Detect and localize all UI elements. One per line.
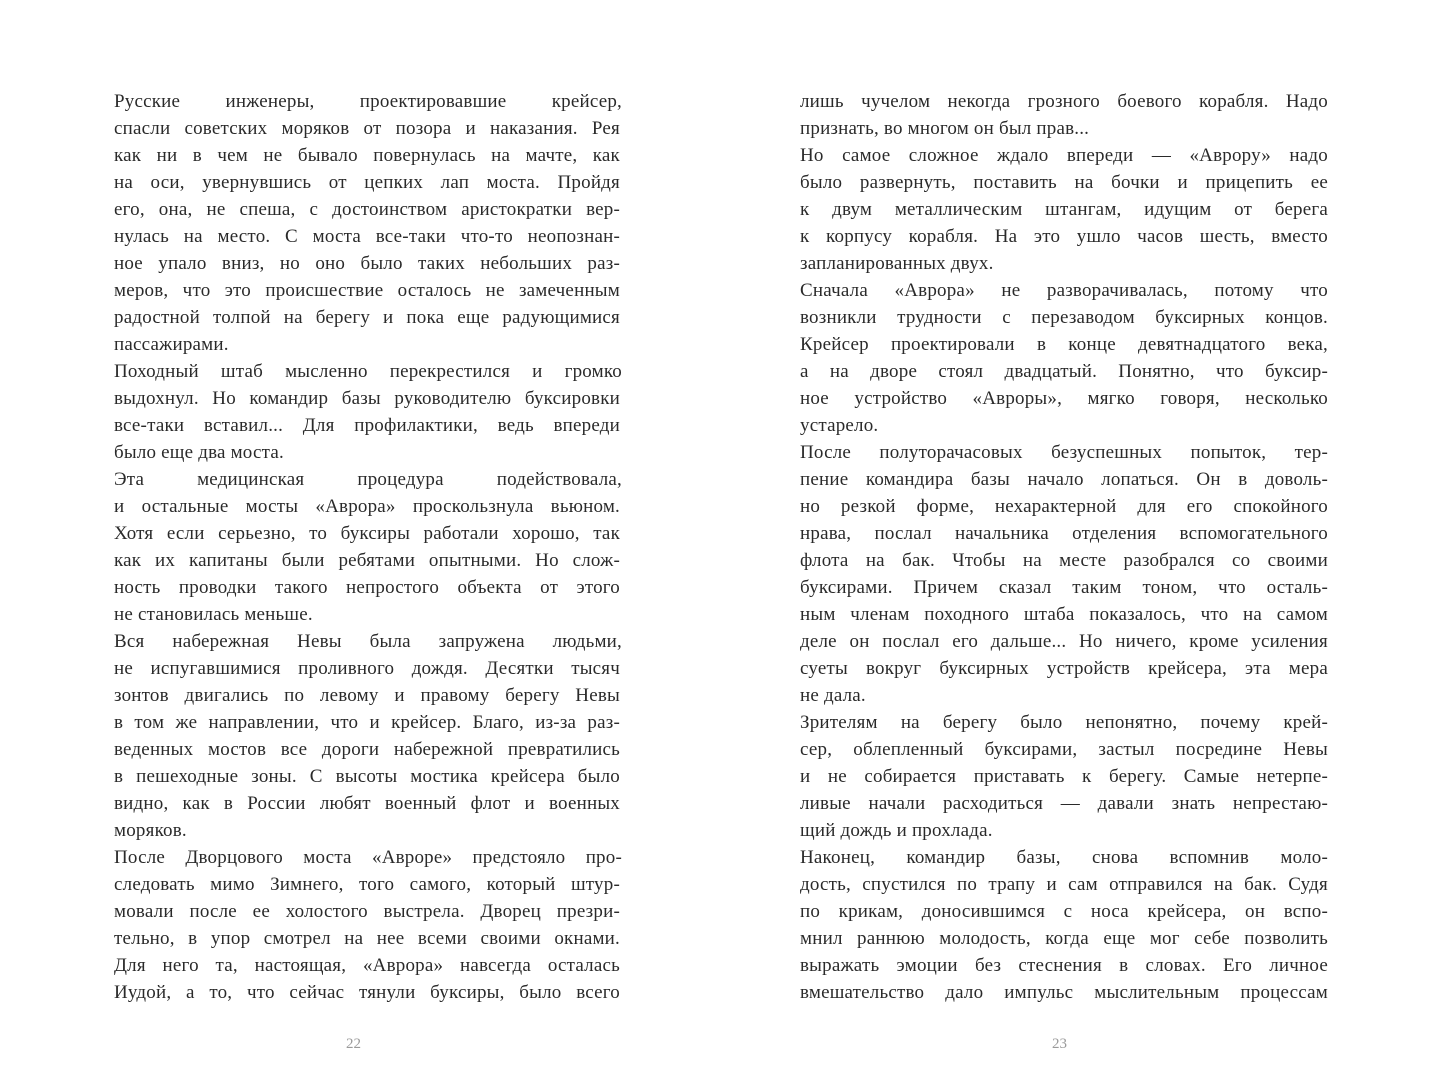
text-line: пение командира базы начало лопаться. Он в доволь- <box>800 469 1328 490</box>
text-line: После Дворцового моста «Авроре» предстояло про- <box>114 847 622 868</box>
text-line: к корпусу корабля. На это ушло часов шесть, вместо <box>800 226 1328 247</box>
text-line: возникли трудности с перезаводом буксирных концов. <box>800 307 1328 328</box>
text-line: Хотя если серьезно, то буксиры работали хорошо, так <box>114 523 620 544</box>
text-line: Русские инженеры, проектировавшие крейсер, <box>114 91 622 112</box>
text-line: ным членам походного штаба показалось, что на самом <box>800 604 1328 625</box>
text-line: дость, спустился по трапу и сам отправился на бак. Судя <box>800 874 1328 895</box>
text-line: устарело. <box>800 415 879 436</box>
text-line: нрава, послал начальника отделения вспомогательного <box>800 523 1328 544</box>
text-line: Эта медицинская процедура подействовала, <box>114 469 622 490</box>
text-line: моряков. <box>114 820 187 841</box>
text-line: сер, облепленный буксирами, застыл посредине Невы <box>800 739 1328 760</box>
text-line: было развернуть, поставить на бочки и прицепить ее <box>800 172 1328 193</box>
left-page <box>114 88 624 1006</box>
text-line: Зрителям на берегу было непонятно, почему крей- <box>800 712 1328 733</box>
text-line: лишь чучелом некогда грозного боевого корабля. Надо <box>800 91 1328 112</box>
text-line: Вся набережная Невы была запружена людьми, <box>114 631 622 652</box>
text-line: ное упало вниз, но оно было таких небольших раз- <box>114 253 620 274</box>
text-line: было еще два моста. <box>114 442 284 463</box>
text-line: щий дождь и прохлада. <box>800 820 993 841</box>
text-line: но резкой форме, нехарактерной для его спокойного <box>800 496 1328 517</box>
text-line: тельно, в упор смотрел на нее всеми своими окнами. <box>114 928 620 949</box>
text-line: буксирами. Причем сказал таким тоном, что осталь- <box>800 577 1328 598</box>
text-line: пассажирами. <box>114 334 229 355</box>
text-line: Наконец, командир базы, снова вспомнив моло- <box>800 847 1328 868</box>
page-number-right: 23 <box>1052 1036 1067 1052</box>
text-line: запланированных двух. <box>800 253 994 274</box>
text-line: ность проводки такого непростого объекта от этого <box>114 577 620 598</box>
text-line: выдохнул. Но командир базы руководителю буксировки <box>114 388 620 409</box>
text-line: ливые начали расходиться — давали знать непрестаю- <box>800 793 1328 814</box>
text-line: а на дворе стоял двадцатый. Понятно, что буксир- <box>800 361 1328 382</box>
text-line: не становилась меньше. <box>114 604 313 625</box>
text-line: После полуторачасовых безуспешных попыток, тер- <box>800 442 1328 463</box>
text-line: Но самое сложное ждало впереди — «Аврору» надо <box>800 145 1328 166</box>
text-line: все-таки вставил... Для профилактики, ведь впереди <box>114 415 620 436</box>
text-line: следовать мимо Зимнего, того самого, который штур- <box>114 874 620 895</box>
text-line: по крикам, доносившимся с носа крейсера, он вспо- <box>800 901 1328 922</box>
text-line: вмешательство дало импульс мыслительным процессам <box>800 982 1328 1003</box>
text-line: зонтов двигались по левому и правому берегу Невы <box>114 685 620 706</box>
text-line: Походный штаб мысленно перекрестился и громко <box>114 361 622 382</box>
text-line: как ни в чем не бывало повернулась на мачте, как <box>114 145 620 166</box>
text-line: мнил раннюю молодость, когда еще мог себе позволить <box>800 928 1328 949</box>
text-line: как их капитаны были ребятами опытными. Но слож- <box>114 550 620 571</box>
text-line: к двум металлическим штангам, идущим от берега <box>800 199 1328 220</box>
page-number-left: 22 <box>346 1036 361 1052</box>
right-page <box>800 88 1330 1006</box>
text-line: нулась на место. С моста все-таки что-то неопознан- <box>114 226 620 247</box>
text-line: и не собирается приставать к берегу. Самые нетерпе- <box>800 766 1328 787</box>
text-line: радостной толпой на берегу и пока еще радующимися <box>114 307 620 328</box>
text-line: Иудой, а то, что сейчас тянули буксиры, было всего <box>114 982 620 1003</box>
text-line: мовали после ее холостого выстрела. Дворец презри- <box>114 901 620 922</box>
text-line: спасли советских моряков от позора и наказания. Рея <box>114 118 620 139</box>
text-line: Для него та, настоящая, «Аврора» навсегда осталась <box>114 955 620 976</box>
text-line: Крейсер проектировали в конце девятнадцатого века, <box>800 334 1328 355</box>
text-line: не испугавшимися проливного дождя. Десятки тысяч <box>114 658 620 679</box>
text-line: веденных мостов все дороги набережной превратились <box>114 739 620 760</box>
text-line: не дала. <box>800 685 866 706</box>
text-line: деле он послал его дальше... Но ничего, кроме усиления <box>800 631 1328 652</box>
text-line: суеты вокруг буксирных устройств крейсера, эта мера <box>800 658 1328 679</box>
text-line: Сначала «Аврора» не разворачивалась, потому что <box>800 280 1328 301</box>
text-line: видно, как в России любят военный флот и военных <box>114 793 620 814</box>
text-line: ное устройство «Авроры», мягко говоря, несколько <box>800 388 1328 409</box>
text-line: на оси, увернувшись от цепких лап моста. Пройдя <box>114 172 620 193</box>
text-line: выражать эмоции без стеснения в словах. Его личное <box>800 955 1328 976</box>
text-line: его, она, не спеша, с достоинством аристократки вер- <box>114 199 620 220</box>
text-line: признать, во многом он был прав... <box>800 118 1090 139</box>
text-line: меров, что это происшествие осталось не замеченным <box>114 280 620 301</box>
text-line: флота на бак. Чтобы на месте разобрался со своими <box>800 550 1328 571</box>
text-line: в пешеходные зоны. С высоты мостика крейсера было <box>114 766 620 787</box>
text-line: в том же направлении, что и крейсер. Благо, из-за раз- <box>114 712 620 733</box>
text-line: и остальные мосты «Аврора» проскользнула вьюном. <box>114 496 620 517</box>
